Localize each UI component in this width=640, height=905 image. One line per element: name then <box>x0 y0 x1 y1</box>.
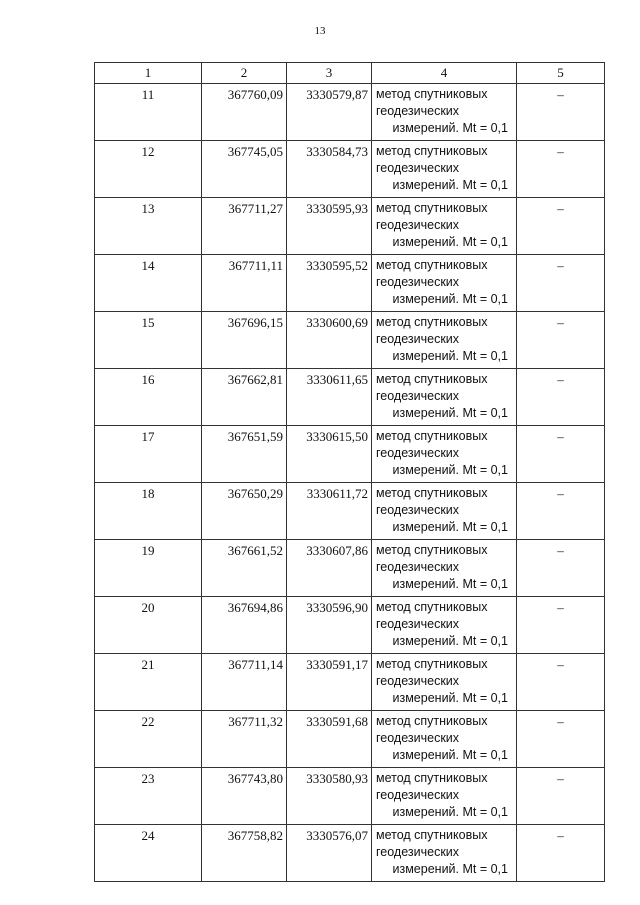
coordinate-y: 3330591,17 <box>287 654 372 711</box>
coordinate-y: 3330591,68 <box>287 711 372 768</box>
coordinate-x: 367696,15 <box>202 312 287 369</box>
method-description <box>372 711 517 768</box>
method-line: метод спутниковых <box>376 201 488 215</box>
coordinate-y: 3330579,87 <box>287 84 372 141</box>
method-line: геодезических <box>376 332 460 346</box>
table-row <box>95 768 605 825</box>
method-description <box>372 426 517 483</box>
method-line: измерений. Mt = 0,1 <box>392 292 508 306</box>
point-number: 13 <box>95 198 202 255</box>
coordinate-y: 3330584,73 <box>287 141 372 198</box>
coordinate-x: 367758,82 <box>202 825 287 882</box>
method-line: геодезических <box>376 104 460 118</box>
coordinate-y: 3330596,90 <box>287 597 372 654</box>
method-description <box>372 312 517 369</box>
method-line: метод спутниковых <box>376 429 488 443</box>
method-line: измерений. Mt = 0,1 <box>392 121 508 135</box>
coordinate-y: 3330600,69 <box>287 312 372 369</box>
method-line: геодезических <box>376 446 460 460</box>
page-number: 13 <box>314 25 326 37</box>
coordinate-y: 3330595,52 <box>287 255 372 312</box>
coordinate-x: 367711,11 <box>202 255 287 312</box>
header-col-2: 2 <box>202 63 287 84</box>
coordinate-x: 367711,32 <box>202 711 287 768</box>
method-line: метод спутниковых <box>376 87 488 101</box>
method-description <box>372 654 517 711</box>
method-line: измерений. Mt = 0,1 <box>392 748 508 762</box>
method-line: геодезических <box>376 503 460 517</box>
method-line: измерений. Mt = 0,1 <box>392 520 508 534</box>
coordinate-x: 367650,29 <box>202 483 287 540</box>
coordinate-x: 367711,14 <box>202 654 287 711</box>
point-description: – <box>517 483 605 540</box>
coordinates-table <box>94 62 605 882</box>
point-description: – <box>517 312 605 369</box>
point-description: – <box>517 711 605 768</box>
coordinate-x: 367745,05 <box>202 141 287 198</box>
method-description <box>372 369 517 426</box>
method-description <box>372 198 517 255</box>
point-number: 14 <box>95 255 202 312</box>
point-number: 23 <box>95 768 202 825</box>
method-line: измерений. Mt = 0,1 <box>392 406 508 420</box>
method-description <box>372 483 517 540</box>
coordinate-x: 367661,52 <box>202 540 287 597</box>
method-line: геодезических <box>376 389 460 403</box>
point-description: – <box>517 825 605 882</box>
point-number: 16 <box>95 369 202 426</box>
point-number: 21 <box>95 654 202 711</box>
method-line: метод спутниковых <box>376 771 488 785</box>
coordinates-table-body <box>95 63 605 882</box>
point-description: – <box>517 540 605 597</box>
method-line: геодезических <box>376 560 460 574</box>
point-number: 11 <box>95 84 202 141</box>
method-line: измерений. Mt = 0,1 <box>392 691 508 705</box>
method-line: геодезических <box>376 788 460 802</box>
table-row <box>95 255 605 312</box>
header-col-5: 5 <box>517 63 605 84</box>
point-number: 18 <box>95 483 202 540</box>
method-description <box>372 825 517 882</box>
point-number: 20 <box>95 597 202 654</box>
point-description: – <box>517 768 605 825</box>
method-description <box>372 540 517 597</box>
coordinate-y: 3330611,65 <box>287 369 372 426</box>
coordinate-x: 367651,59 <box>202 426 287 483</box>
coordinate-y: 3330611,72 <box>287 483 372 540</box>
method-line: метод спутниковых <box>376 828 488 842</box>
coordinate-y: 3330576,07 <box>287 825 372 882</box>
point-number: 22 <box>95 711 202 768</box>
method-line: геодезических <box>376 731 460 745</box>
header-col-4: 4 <box>372 63 517 84</box>
table-row <box>95 597 605 654</box>
method-line: метод спутниковых <box>376 486 488 500</box>
table-row <box>95 369 605 426</box>
method-line: метод спутниковых <box>376 372 488 386</box>
coordinate-x: 367760,09 <box>202 84 287 141</box>
point-description: – <box>517 198 605 255</box>
method-line: измерений. Mt = 0,1 <box>392 862 508 876</box>
point-number: 15 <box>95 312 202 369</box>
method-line: метод спутниковых <box>376 144 488 158</box>
point-description: – <box>517 141 605 198</box>
coordinate-y: 3330615,50 <box>287 426 372 483</box>
table-row <box>95 654 605 711</box>
method-line: метод спутниковых <box>376 714 488 728</box>
coordinate-y: 3330595,93 <box>287 198 372 255</box>
method-line: геодезических <box>376 218 460 232</box>
table-header-row <box>95 63 605 84</box>
table-row <box>95 825 605 882</box>
method-description <box>372 141 517 198</box>
method-line: измерений. Mt = 0,1 <box>392 805 508 819</box>
method-description <box>372 84 517 141</box>
point-number: 17 <box>95 426 202 483</box>
method-description <box>372 768 517 825</box>
point-description: – <box>517 426 605 483</box>
point-number: 24 <box>95 825 202 882</box>
method-description <box>372 597 517 654</box>
method-line: геодезических <box>376 275 460 289</box>
header-col-3: 3 <box>287 63 372 84</box>
point-description: – <box>517 369 605 426</box>
coordinate-x: 367743,80 <box>202 768 287 825</box>
point-description: – <box>517 597 605 654</box>
point-number: 12 <box>95 141 202 198</box>
method-line: метод спутниковых <box>376 315 488 329</box>
method-line: метод спутниковых <box>376 600 488 614</box>
method-line: метод спутниковых <box>376 543 488 557</box>
method-line: метод спутниковых <box>376 258 488 272</box>
coordinate-x: 367711,27 <box>202 198 287 255</box>
point-number: 19 <box>95 540 202 597</box>
table-row <box>95 198 605 255</box>
coordinate-x: 367662,81 <box>202 369 287 426</box>
method-line: метод спутниковых <box>376 657 488 671</box>
method-line: геодезических <box>376 161 460 175</box>
table-row <box>95 426 605 483</box>
method-line: геодезических <box>376 845 460 859</box>
method-line: измерений. Mt = 0,1 <box>392 463 508 477</box>
method-line: геодезических <box>376 617 460 631</box>
method-line: измерений. Mt = 0,1 <box>392 349 508 363</box>
method-line: измерений. Mt = 0,1 <box>392 577 508 591</box>
point-description: – <box>517 654 605 711</box>
table-row <box>95 84 605 141</box>
table-row <box>95 483 605 540</box>
method-line: геодезических <box>376 674 460 688</box>
table-row <box>95 312 605 369</box>
coordinate-x: 367694,86 <box>202 597 287 654</box>
method-line: измерений. Mt = 0,1 <box>392 634 508 648</box>
coordinate-y: 3330580,93 <box>287 768 372 825</box>
method-line: измерений. Mt = 0,1 <box>392 235 508 249</box>
point-description: – <box>517 255 605 312</box>
table-row <box>95 711 605 768</box>
table-row <box>95 540 605 597</box>
table-row <box>95 141 605 198</box>
point-description: – <box>517 84 605 141</box>
method-line: измерений. Mt = 0,1 <box>392 178 508 192</box>
method-description <box>372 255 517 312</box>
header-col-1: 1 <box>95 63 202 84</box>
coordinate-y: 3330607,86 <box>287 540 372 597</box>
